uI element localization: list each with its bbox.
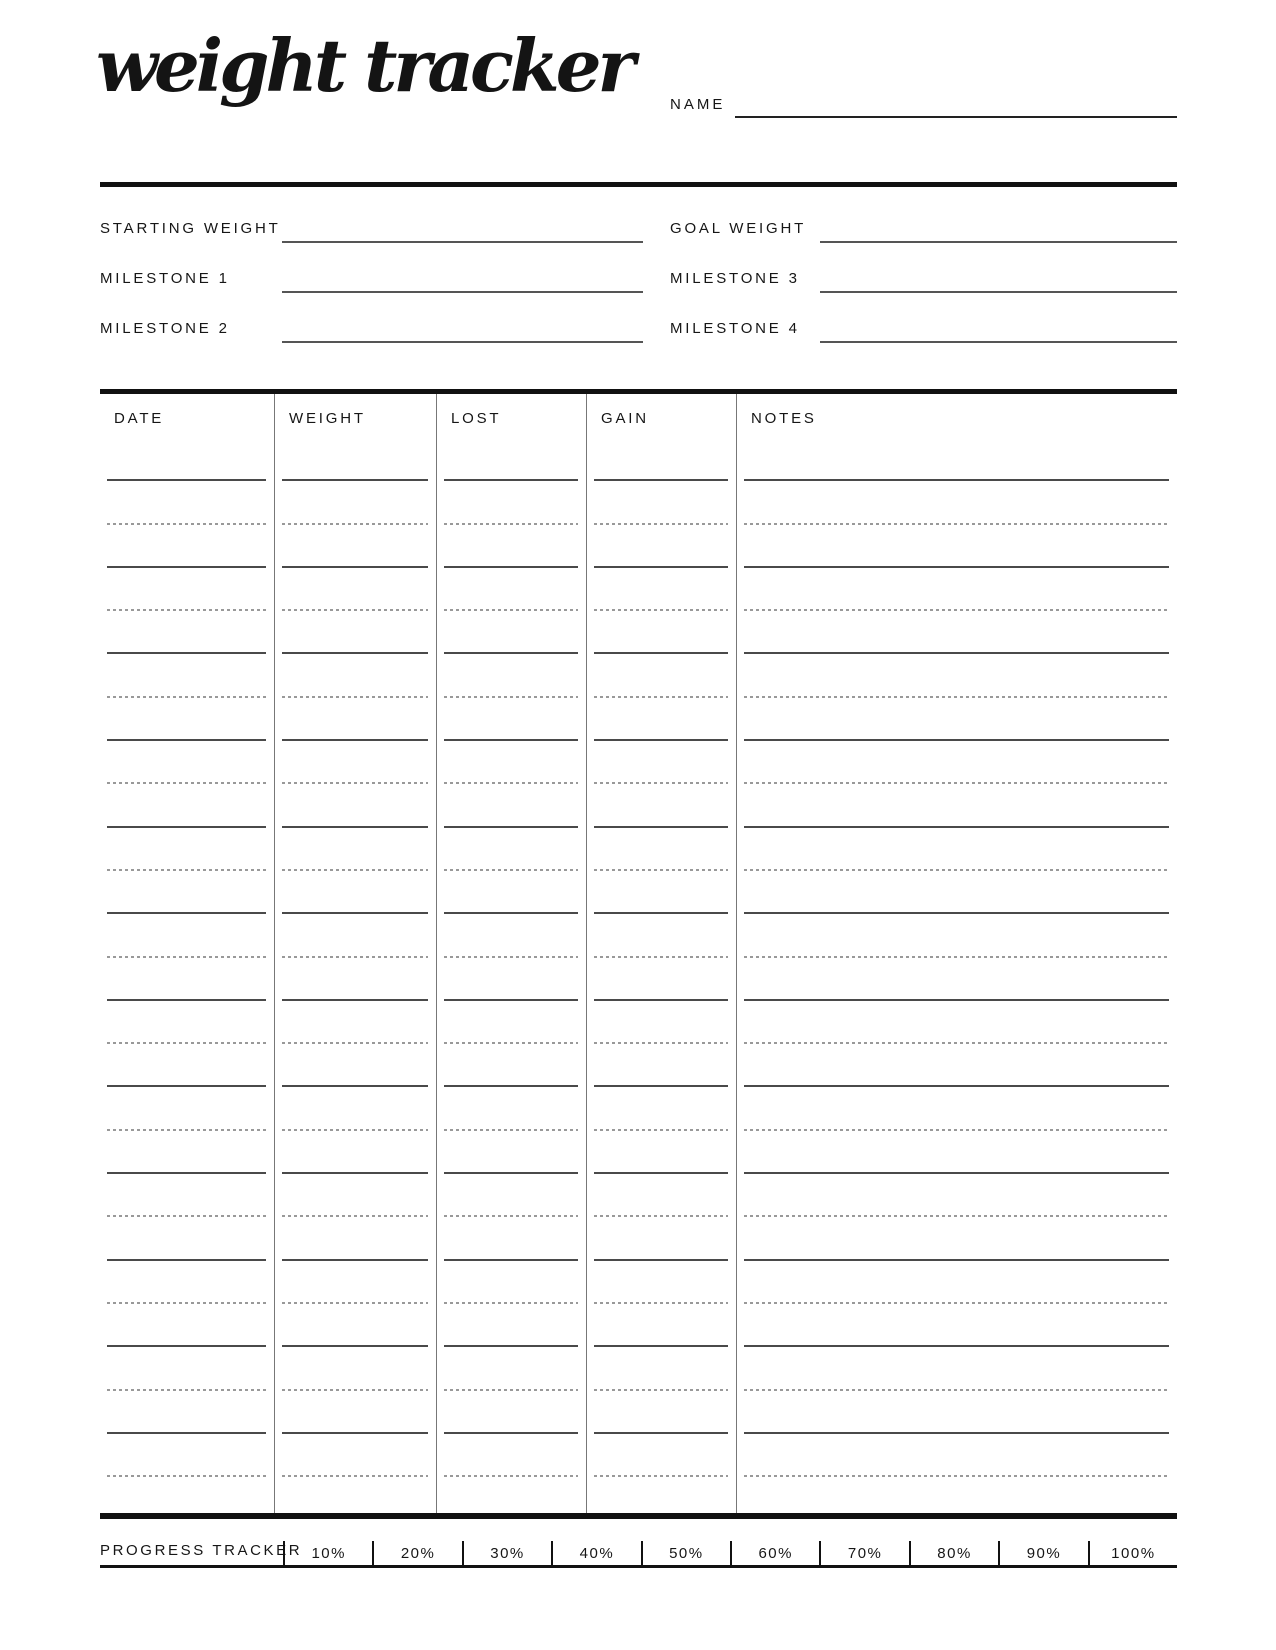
table-write-in-line-weight-20[interactable] — [275, 1261, 436, 1304]
table-write-in-line-gain-20[interactable] — [587, 1261, 736, 1304]
weight-log-table — [100, 389, 1177, 1519]
table-write-in-line-lost-20[interactable] — [437, 1261, 586, 1304]
table-write-in-line-weight-12[interactable] — [275, 914, 436, 957]
table-write-in-line-lost-19[interactable] — [437, 1217, 586, 1260]
table-write-in-line-date-24[interactable] — [100, 1434, 274, 1477]
table-write-in-line-date-4[interactable] — [100, 568, 274, 611]
table-write-in-line-date-13[interactable] — [100, 958, 274, 1001]
table-column-filler — [100, 1477, 274, 1513]
table-write-in-line-lost-21[interactable] — [437, 1304, 586, 1347]
progress-checkpoint-40[interactable]: 40% — [551, 1541, 640, 1565]
field-row-starting-weight — [100, 193, 643, 243]
table-write-in-line-lost-10[interactable] — [437, 828, 586, 871]
table-write-in-line-date-7[interactable] — [100, 698, 274, 741]
table-write-in-line-gain-23[interactable] — [587, 1391, 736, 1434]
summary-fields-left — [100, 193, 643, 343]
table-write-in-line-weight-5[interactable] — [275, 611, 436, 654]
table-write-in-line-weight-19[interactable] — [275, 1217, 436, 1260]
table-write-in-line-gain-15[interactable] — [587, 1044, 736, 1087]
table-write-in-line-gain-22[interactable] — [587, 1347, 736, 1390]
table-write-in-line-lost-22[interactable] — [437, 1347, 586, 1390]
progress-tracker — [100, 1535, 1177, 1568]
table-write-in-line-gain-9[interactable] — [587, 784, 736, 827]
progress-checkpoint-50[interactable]: 50% — [641, 1541, 730, 1565]
page-header — [96, 0, 1177, 182]
table-write-in-line-notes-9[interactable] — [737, 784, 1177, 827]
table-write-in-line-weight-22[interactable] — [275, 1347, 436, 1390]
table-write-in-line-date-17[interactable] — [100, 1131, 274, 1174]
table-write-in-line-notes-15[interactable] — [737, 1044, 1177, 1087]
table-write-in-line-lost-7[interactable] — [437, 698, 586, 741]
table-write-in-line-date-6[interactable] — [100, 654, 274, 697]
table-write-in-line-gain-10[interactable] — [587, 828, 736, 871]
field-input-line-milestone-1[interactable] — [282, 279, 643, 293]
table-write-in-line-notes-5[interactable] — [737, 611, 1177, 654]
table-column-gain — [587, 394, 737, 1513]
table-write-in-line-lost-15[interactable] — [437, 1044, 586, 1087]
table-write-in-line-date-5[interactable] — [100, 611, 274, 654]
field-row-milestone-1 — [100, 243, 643, 293]
table-write-in-line-date-19[interactable] — [100, 1217, 274, 1260]
table-column-notes — [737, 394, 1177, 1513]
table-write-in-line-weight-23[interactable] — [275, 1391, 436, 1434]
table-write-in-line-date-8[interactable] — [100, 741, 274, 784]
table-write-in-line-notes-14[interactable] — [737, 1001, 1177, 1044]
table-write-in-line-gain-13[interactable] — [587, 958, 736, 1001]
field-label-milestone-2: MILESTONE 2 — [100, 320, 230, 337]
table-write-in-line-notes-23[interactable] — [737, 1391, 1177, 1434]
table-column-lost — [437, 394, 587, 1513]
table-write-in-line-notes-12[interactable] — [737, 914, 1177, 957]
table-write-in-line-weight-21[interactable] — [275, 1304, 436, 1347]
table-write-in-line-notes-18[interactable] — [737, 1174, 1177, 1217]
field-input-line-milestone-3[interactable] — [820, 279, 1177, 293]
table-write-in-line-gain-16[interactable] — [587, 1087, 736, 1130]
table-write-in-line-notes-2[interactable] — [737, 481, 1177, 524]
progress-checkpoint-30[interactable]: 30% — [462, 1541, 551, 1565]
table-write-in-line-gain-12[interactable] — [587, 914, 736, 957]
field-label-milestone-1: MILESTONE 1 — [100, 270, 230, 287]
column-header-weight: WEIGHT — [289, 410, 366, 427]
table-write-in-line-notes-10[interactable] — [737, 828, 1177, 871]
table-write-in-line-gain-8[interactable] — [587, 741, 736, 784]
table-write-in-line-date-2[interactable] — [100, 481, 274, 524]
table-write-in-line-lost-11[interactable] — [437, 871, 586, 914]
summary-fields — [100, 187, 1177, 343]
field-row-milestone-2 — [100, 293, 643, 343]
table-write-in-line-date-12[interactable] — [100, 914, 274, 957]
column-header-date: DATE — [114, 410, 165, 427]
table-write-in-line-lost-1[interactable] — [437, 438, 586, 481]
progress-checkpoint-70[interactable]: 70% — [819, 1541, 908, 1565]
table-write-in-line-gain-5[interactable] — [587, 611, 736, 654]
progress-checkpoint-100[interactable]: 100% — [1088, 1541, 1177, 1565]
table-column-filler — [737, 1477, 1177, 1513]
table-write-in-line-date-23[interactable] — [100, 1391, 274, 1434]
table-write-in-line-lost-13[interactable] — [437, 958, 586, 1001]
column-header-notes: NOTES — [751, 410, 817, 427]
table-write-in-line-gain-2[interactable] — [587, 481, 736, 524]
table-write-in-line-weight-24[interactable] — [275, 1434, 436, 1477]
field-label-milestone-4: MILESTONE 4 — [670, 320, 800, 337]
field-label-milestone-3: MILESTONE 3 — [670, 270, 800, 287]
name-field — [670, 96, 1177, 118]
table-write-in-line-date-11[interactable] — [100, 871, 274, 914]
table-write-in-line-lost-17[interactable] — [437, 1131, 586, 1174]
table-write-in-line-notes-1[interactable] — [737, 438, 1177, 481]
table-write-in-line-weight-1[interactable] — [275, 438, 436, 481]
table-write-in-line-weight-18[interactable] — [275, 1174, 436, 1217]
table-write-in-line-gain-17[interactable] — [587, 1131, 736, 1174]
summary-fields-right — [670, 193, 1177, 343]
table-write-in-line-notes-20[interactable] — [737, 1261, 1177, 1304]
column-header-lost: LOST — [451, 410, 502, 427]
table-write-in-line-notes-8[interactable] — [737, 741, 1177, 784]
page-title: weight tracker — [96, 23, 632, 108]
table-write-in-line-lost-24[interactable] — [437, 1434, 586, 1477]
table-write-in-line-date-3[interactable] — [100, 525, 274, 568]
table-write-in-line-lost-8[interactable] — [437, 741, 586, 784]
table-write-in-line-weight-9[interactable] — [275, 784, 436, 827]
table-write-in-line-gain-4[interactable] — [587, 568, 736, 611]
table-write-in-line-weight-17[interactable] — [275, 1131, 436, 1174]
table-write-in-line-lost-18[interactable] — [437, 1174, 586, 1217]
table-write-in-line-gain-14[interactable] — [587, 1001, 736, 1044]
table-write-in-line-weight-13[interactable] — [275, 958, 436, 1001]
table-write-in-line-notes-22[interactable] — [737, 1347, 1177, 1390]
table-write-in-line-notes-17[interactable] — [737, 1131, 1177, 1174]
table-write-in-line-notes-16[interactable] — [737, 1087, 1177, 1130]
table-write-in-line-weight-11[interactable] — [275, 871, 436, 914]
progress-checkpoint-90[interactable]: 90% — [998, 1541, 1087, 1565]
table-write-in-line-lost-14[interactable] — [437, 1001, 586, 1044]
progress-checkpoint-20[interactable]: 20% — [372, 1541, 461, 1565]
table-column-filler — [437, 1477, 586, 1513]
table-write-in-line-lost-23[interactable] — [437, 1391, 586, 1434]
table-write-in-line-notes-13[interactable] — [737, 958, 1177, 1001]
table-write-in-line-weight-4[interactable] — [275, 568, 436, 611]
table-write-in-line-notes-7[interactable] — [737, 698, 1177, 741]
name-input-line[interactable] — [735, 100, 1177, 118]
table-write-in-line-gain-24[interactable] — [587, 1434, 736, 1477]
field-row-milestone-3 — [670, 243, 1177, 293]
table-write-in-line-gain-1[interactable] — [587, 438, 736, 481]
column-header-gain: GAIN — [601, 410, 649, 427]
field-input-line-starting-weight[interactable] — [282, 229, 643, 243]
table-write-in-line-date-10[interactable] — [100, 828, 274, 871]
table-write-in-line-gain-11[interactable] — [587, 871, 736, 914]
name-label: NAME — [670, 96, 726, 113]
table-write-in-line-weight-15[interactable] — [275, 1044, 436, 1087]
table-write-in-line-weight-3[interactable] — [275, 525, 436, 568]
table-write-in-line-gain-6[interactable] — [587, 654, 736, 697]
table-write-in-line-date-22[interactable] — [100, 1347, 274, 1390]
table-write-in-line-notes-21[interactable] — [737, 1304, 1177, 1347]
field-label-goal-weight: GOAL WEIGHT — [670, 220, 807, 237]
table-write-in-line-notes-6[interactable] — [737, 654, 1177, 697]
progress-checkpoint-60[interactable]: 60% — [730, 1541, 819, 1565]
table-write-in-line-lost-5[interactable] — [437, 611, 586, 654]
table-write-in-line-lost-6[interactable] — [437, 654, 586, 697]
progress-tracker-label: PROGRESS TRACKER — [100, 1541, 303, 1559]
table-write-in-line-date-21[interactable] — [100, 1304, 274, 1347]
table-write-in-line-weight-10[interactable] — [275, 828, 436, 871]
table-write-in-line-notes-11[interactable] — [737, 871, 1177, 914]
table-column-date — [100, 394, 275, 1513]
table-write-in-line-gain-18[interactable] — [587, 1174, 736, 1217]
table-write-in-line-lost-16[interactable] — [437, 1087, 586, 1130]
page-content — [96, 0, 1177, 1568]
progress-checkpoint-10[interactable]: 10% — [283, 1541, 372, 1565]
table-write-in-line-gain-21[interactable] — [587, 1304, 736, 1347]
table-write-in-line-date-20[interactable] — [100, 1261, 274, 1304]
table-write-in-line-lost-2[interactable] — [437, 481, 586, 524]
table-write-in-line-lost-9[interactable] — [437, 784, 586, 827]
field-input-line-milestone-4[interactable] — [820, 329, 1177, 343]
table-write-in-line-gain-7[interactable] — [587, 698, 736, 741]
table-write-in-line-date-18[interactable] — [100, 1174, 274, 1217]
field-row-milestone-4 — [670, 293, 1177, 343]
table-write-in-line-weight-7[interactable] — [275, 698, 436, 741]
table-column-filler — [275, 1477, 436, 1513]
table-write-in-line-weight-16[interactable] — [275, 1087, 436, 1130]
table-write-in-line-gain-3[interactable] — [587, 525, 736, 568]
field-input-line-goal-weight[interactable] — [820, 229, 1177, 243]
table-write-in-line-weight-14[interactable] — [275, 1001, 436, 1044]
field-row-goal-weight — [670, 193, 1177, 243]
field-label-starting-weight: STARTING WEIGHT — [100, 220, 281, 237]
table-write-in-line-date-16[interactable] — [100, 1087, 274, 1130]
table-write-in-line-lost-12[interactable] — [437, 914, 586, 957]
table-write-in-line-gain-19[interactable] — [587, 1217, 736, 1260]
table-write-in-line-notes-4[interactable] — [737, 568, 1177, 611]
table-write-in-line-lost-4[interactable] — [437, 568, 586, 611]
table-write-in-line-weight-6[interactable] — [275, 654, 436, 697]
table-write-in-line-notes-19[interactable] — [737, 1217, 1177, 1260]
progress-checkpoint-80[interactable]: 80% — [909, 1541, 998, 1565]
table-write-in-line-notes-3[interactable] — [737, 525, 1177, 568]
table-write-in-line-date-14[interactable] — [100, 1001, 274, 1044]
table-write-in-line-weight-8[interactable] — [275, 741, 436, 784]
table-column-weight — [275, 394, 437, 1513]
table-column-filler — [587, 1477, 736, 1513]
table-write-in-line-date-9[interactable] — [100, 784, 274, 827]
table-write-in-line-lost-3[interactable] — [437, 525, 586, 568]
table-write-in-line-notes-24[interactable] — [737, 1434, 1177, 1477]
table-write-in-line-date-1[interactable] — [100, 438, 274, 481]
table-write-in-line-date-15[interactable] — [100, 1044, 274, 1087]
table-write-in-line-weight-2[interactable] — [275, 481, 436, 524]
field-input-line-milestone-2[interactable] — [282, 329, 643, 343]
